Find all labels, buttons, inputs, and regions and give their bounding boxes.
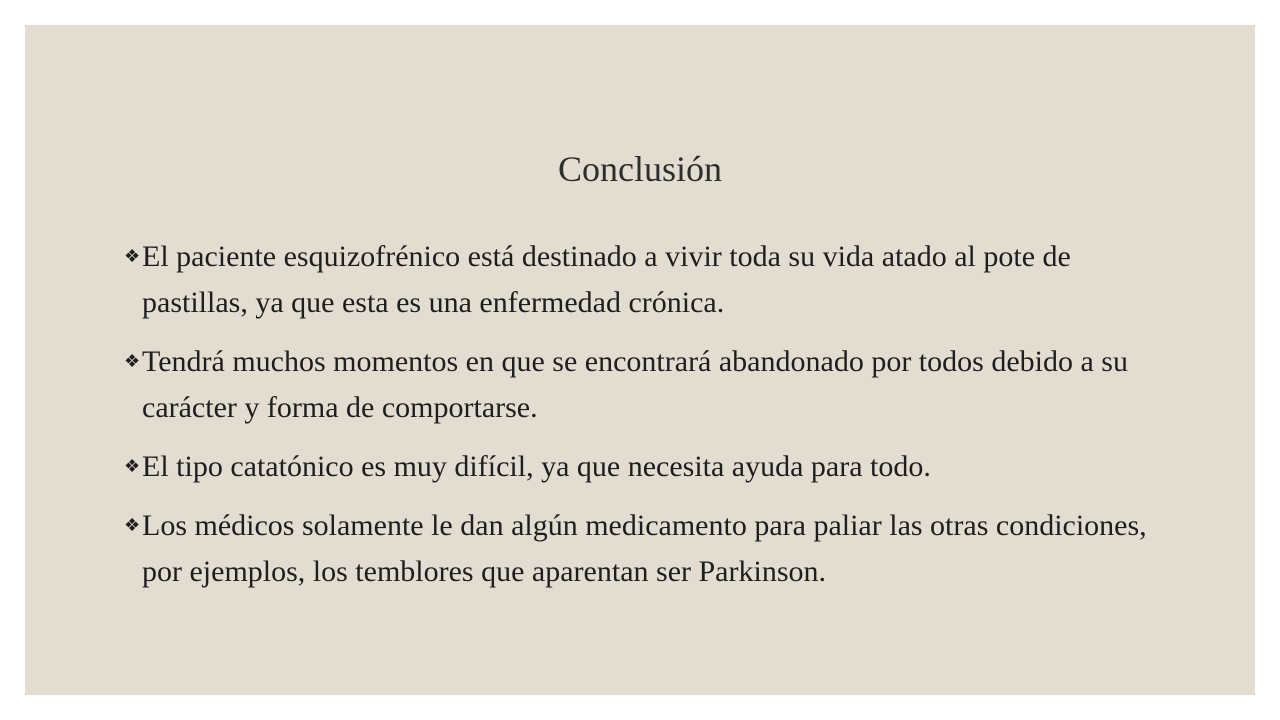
slide-title: Conclusión [557, 149, 722, 189]
bullet-text: El paciente esquizofrénico está destinado a vivir toda su vida atado al pote de pastillas, ya que esta es una enfermedad crónica. [142, 240, 1071, 319]
bullet-text: Los médicos solamente le dan algún medicamento para paliar las otras condiciones, por ejemplos, los temblores que aparentan ser Parkinson. [142, 509, 1147, 588]
list-item [124, 233, 1164, 326]
diamond-bullet-icon: ❖ [124, 246, 141, 266]
diamond-bullet-icon: ❖ [124, 456, 141, 476]
diamond-bullet-icon: ❖ [124, 351, 141, 371]
diamond-bullet-icon: ❖ [124, 515, 141, 535]
bullet-text: Tendrá muchos momentos en que se encontrará abandonado por todos debido a su carácter y forma de comportarse. [142, 345, 1128, 424]
list-item [124, 502, 1164, 595]
bullet-text: El tipo catatónico es muy difícil, ya que necesita ayuda para todo. [142, 450, 931, 483]
slide [25, 25, 1255, 695]
bullet-list [124, 233, 1164, 607]
list-item [124, 338, 1164, 431]
list-item [124, 443, 1164, 490]
